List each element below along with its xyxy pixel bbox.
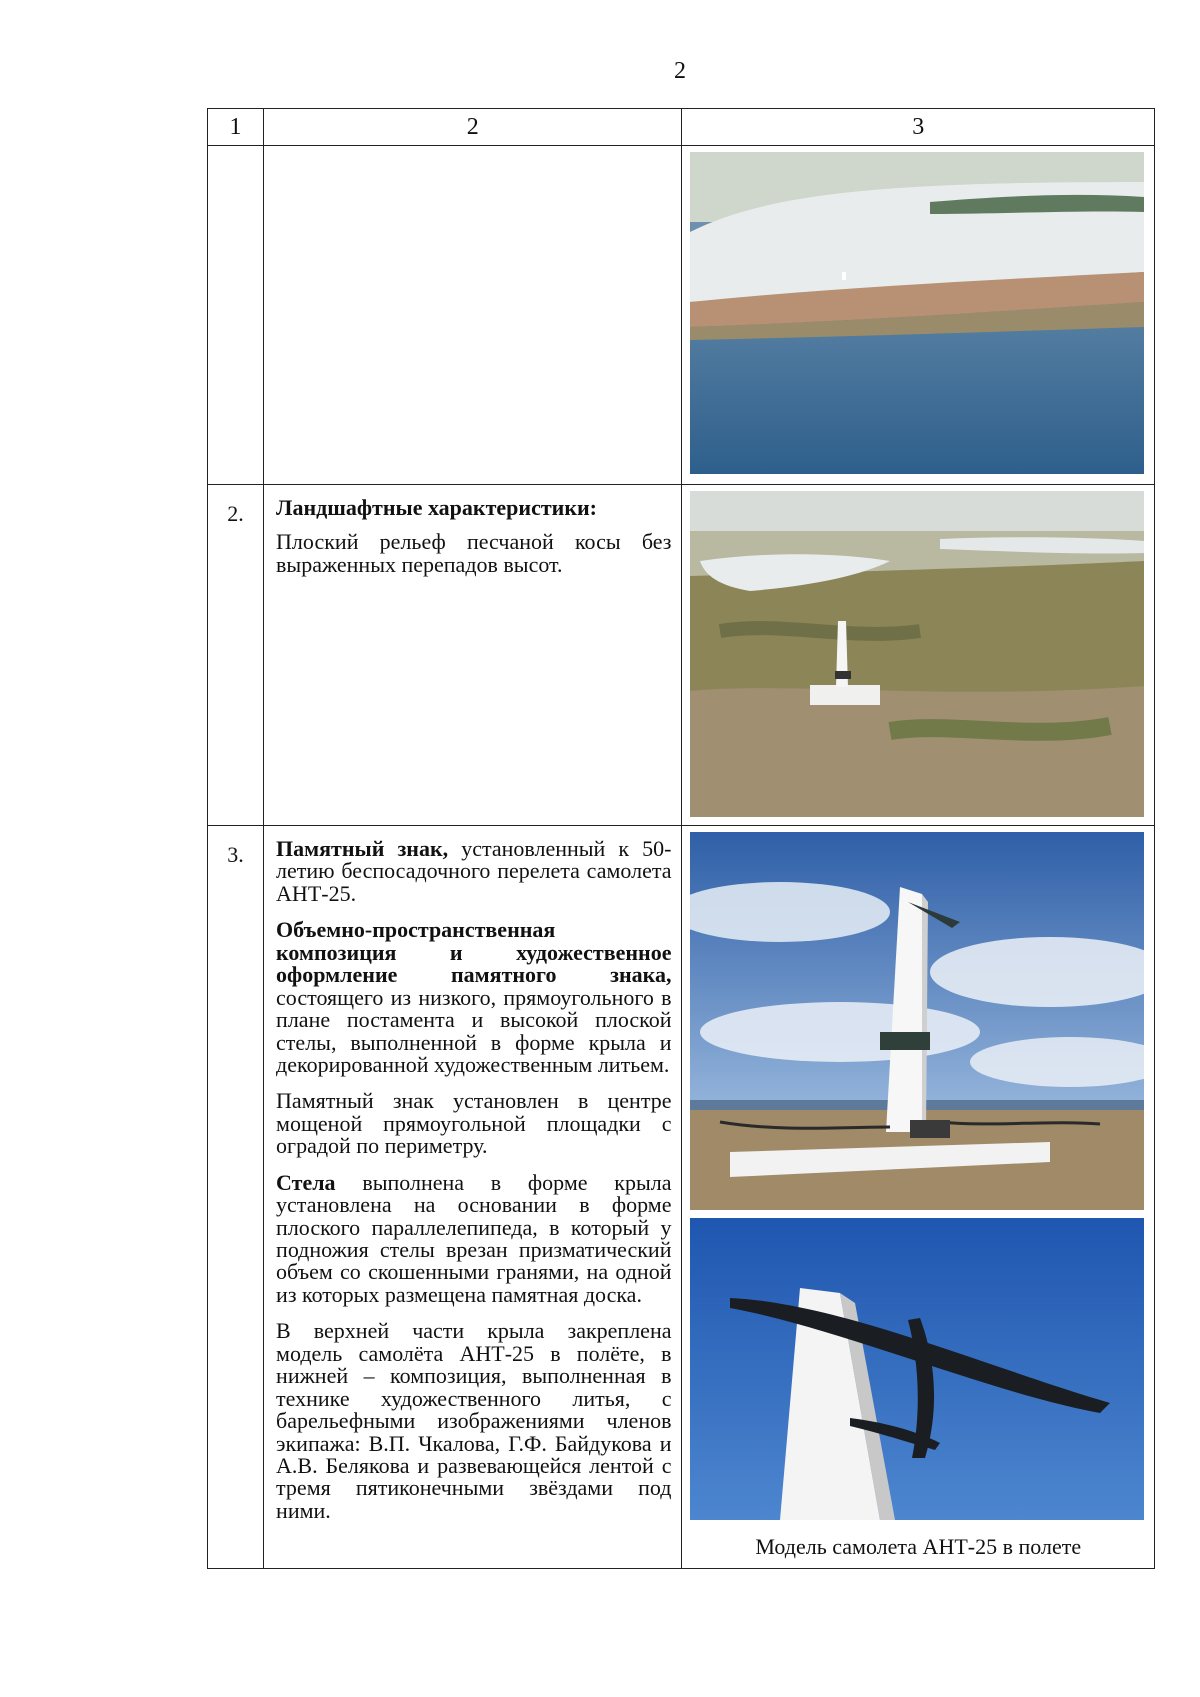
- row-heading: Ландшафтные характеристики:: [276, 495, 597, 520]
- photo-cell-monument: [682, 826, 1155, 1569]
- photo-plane-model: [690, 1218, 1144, 1520]
- paragraph-4: [276, 1169, 672, 1307]
- header-col-2: 2: [264, 109, 682, 146]
- photo-cell-landscape: [682, 485, 1155, 826]
- table-row-3: [208, 826, 1155, 1569]
- paragraph-3: Памятный знак установлен в центре мощеной прямоугольной площадки с оградой по периметру.: [276, 1088, 672, 1159]
- paragraph-1-text: установленный к 50-летию беспосадочного перелета самолета АНТ-25.: [276, 836, 672, 906]
- table-row-continuation: [208, 146, 1155, 485]
- paragraph-2-bold: Объемно-пространственная композиция и художественное оформление памятного знака,: [276, 917, 672, 988]
- paragraph-1-bold: Памятный знак,: [276, 836, 449, 861]
- row-number-empty: [208, 146, 264, 485]
- row-number: 2.: [208, 485, 264, 826]
- header-col-3: 3: [682, 109, 1155, 146]
- paragraph-2: [276, 919, 671, 1076]
- paragraph-4-text: выполнена в форме крыла установлена на основании в форме плоского параллелепипеда, в который у подножия стелы врезан призматический объем со скошенными гранями, на одной из которых размещена памятная доска.: [276, 1169, 672, 1307]
- row-description: Плоский рельеф песчаной косы без выраженных перепадов высот.: [276, 529, 672, 577]
- page-number: 2: [674, 58, 686, 84]
- photo-monument-stele: [690, 832, 1144, 1210]
- row-text-empty: [264, 146, 682, 485]
- table-row-2: [208, 485, 1155, 826]
- row-text: [264, 826, 682, 1569]
- row-number: 3.: [208, 826, 264, 1569]
- paragraph-1: [276, 838, 671, 905]
- paragraph-4-bold: Стела: [276, 1169, 336, 1195]
- header-col-1: 1: [208, 109, 264, 146]
- photo-caption: Модель самолета АНТ-25 в полете: [755, 1534, 1082, 1559]
- table-header-row: [208, 109, 1155, 146]
- photo-cell-spit: [682, 146, 1155, 485]
- photo-aerial-spit: [690, 152, 1144, 474]
- row-text: [264, 485, 682, 826]
- document-table: [207, 108, 1155, 1569]
- paragraph-2-text: состоящего из низкого, прямоугольного в плане постамента и высокой плоской стелы, выполненной в форме крыла и декорированной художественным литьем.: [276, 984, 672, 1077]
- photo-landscape-monument: [690, 491, 1144, 817]
- paragraph-5: В верхней части крыла закреплена модель самолёта АНТ-25 в полёте, в нижней – композиция, выполненная в технике художественного литья, с барельефными изображениями членов экипажа: В.П. Чкалова, Г.Ф. Байдукова и А.В. Белякова и развевающейся лентой с тремя пятиконечными звёздами под ними.: [276, 1318, 672, 1523]
